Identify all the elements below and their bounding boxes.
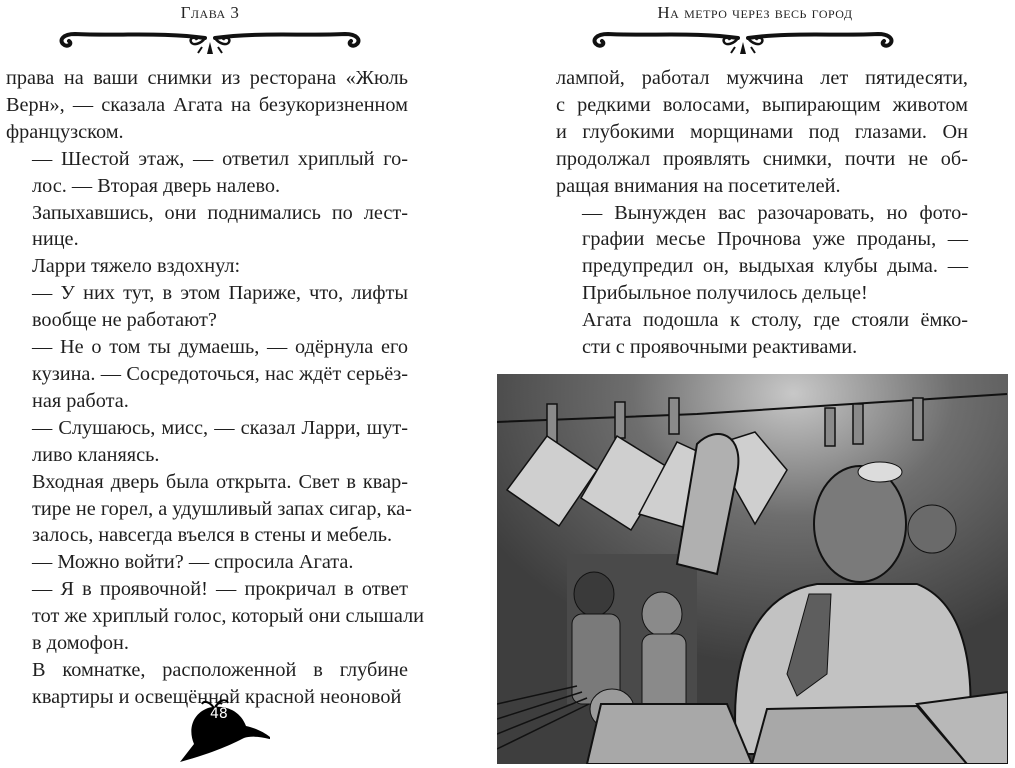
illustration-image bbox=[497, 374, 1008, 764]
running-head-title: На метро через весь город bbox=[657, 3, 853, 22]
paragraph bbox=[6, 200, 408, 254]
text-line: в домофон. bbox=[32, 632, 129, 655]
text-line: В комнатке, расположенной в глубине bbox=[32, 658, 408, 681]
page-number-badge bbox=[160, 692, 270, 764]
text-line: лос. — Вторая дверь налево. bbox=[32, 174, 281, 197]
text-line: с редкими волосами, выпирающим животом bbox=[556, 93, 968, 116]
text-line: — Шестой этаж, — ответил хриплый го- bbox=[32, 147, 408, 170]
paragraph bbox=[556, 307, 968, 361]
text-line: лампой, работал мужчина лет пятидесяти, bbox=[556, 67, 968, 89]
text-line: залось, навсегда въелся в стены и мебель. bbox=[32, 524, 393, 547]
text-line: ливо кланяясь. bbox=[32, 443, 160, 466]
text-line: ная работа. bbox=[32, 389, 129, 412]
text-line: нице. bbox=[32, 228, 79, 251]
deerstalker-hat-icon bbox=[160, 692, 270, 764]
running-head-chapter: Глава 3 bbox=[180, 3, 240, 22]
header-ornament-icon bbox=[588, 26, 898, 56]
text-line: Ларри тяжело вздохнул: bbox=[32, 255, 241, 278]
text-line: и глубокими морщинами под глазами. Он bbox=[556, 120, 968, 143]
text-line: вообще не работают? bbox=[32, 309, 217, 332]
paragraph bbox=[6, 146, 408, 200]
right-page bbox=[505, 0, 1015, 768]
paragraph bbox=[6, 253, 408, 280]
paragraph bbox=[6, 549, 408, 576]
text-line: квартиры и освещённой красной неоновой bbox=[32, 685, 402, 708]
left-page-text bbox=[6, 65, 425, 711]
darkroom-illustration bbox=[497, 374, 1008, 764]
text-line: тот же хриплый голос, который они слышали bbox=[32, 605, 425, 628]
paragraph bbox=[556, 65, 968, 200]
text-line: — У них тут, в этом Париже, что, лифты bbox=[32, 282, 408, 305]
paragraph bbox=[556, 200, 968, 308]
right-page-text bbox=[556, 65, 968, 361]
text-line: сти с проявочными реактивами. bbox=[582, 336, 858, 359]
text-line: — Можно войти? — спросила Агата. bbox=[32, 551, 354, 574]
text-line: ращая внимания на посетителей. bbox=[556, 174, 841, 197]
paragraph bbox=[6, 280, 408, 334]
paragraph bbox=[6, 576, 425, 657]
header-ornament-icon bbox=[55, 26, 365, 56]
page-number: 48 bbox=[210, 706, 228, 722]
paragraph bbox=[6, 469, 412, 550]
paragraph bbox=[6, 334, 408, 415]
paragraph bbox=[6, 415, 408, 469]
text-line: предупредил он, выдыхая клубы дыма. — bbox=[582, 255, 968, 278]
text-line: графии месье Прочнова уже проданы, — bbox=[582, 228, 968, 251]
left-page bbox=[0, 0, 505, 768]
text-line: французском. bbox=[6, 120, 124, 143]
text-line: — Вынужден вас разочаровать, но фото- bbox=[582, 201, 968, 224]
text-line: кузина. — Сосредоточься, нас ждёт серьёз- bbox=[32, 362, 408, 385]
text-line: Входная дверь была открыта. Свет в квар- bbox=[32, 470, 408, 493]
text-line: — Слушаюсь, мисс, — сказал Ларри, шут- bbox=[32, 416, 408, 439]
text-line: тире не горел, а удушливый запах сигар, ка- bbox=[32, 497, 412, 520]
paragraph bbox=[6, 65, 408, 146]
text-line: — Я в проявочной! — прокричал в ответ bbox=[32, 578, 408, 601]
text-line: Запыхавшись, они поднимались по лест- bbox=[32, 201, 408, 224]
text-line: Агата подошла к столу, где стояли ёмко- bbox=[582, 309, 968, 332]
text-line: Верн», — сказала Агата на безукоризненном bbox=[6, 93, 408, 116]
text-line: продолжал проявлять снимки, почти не об- bbox=[556, 147, 968, 170]
text-line: права на ваши снимки из ресторана «Жюль bbox=[6, 67, 408, 89]
text-line: Прибыльное получилось дельце! bbox=[582, 282, 868, 305]
text-line: — Не о том ты думаешь, — одёрнула его bbox=[32, 336, 408, 359]
